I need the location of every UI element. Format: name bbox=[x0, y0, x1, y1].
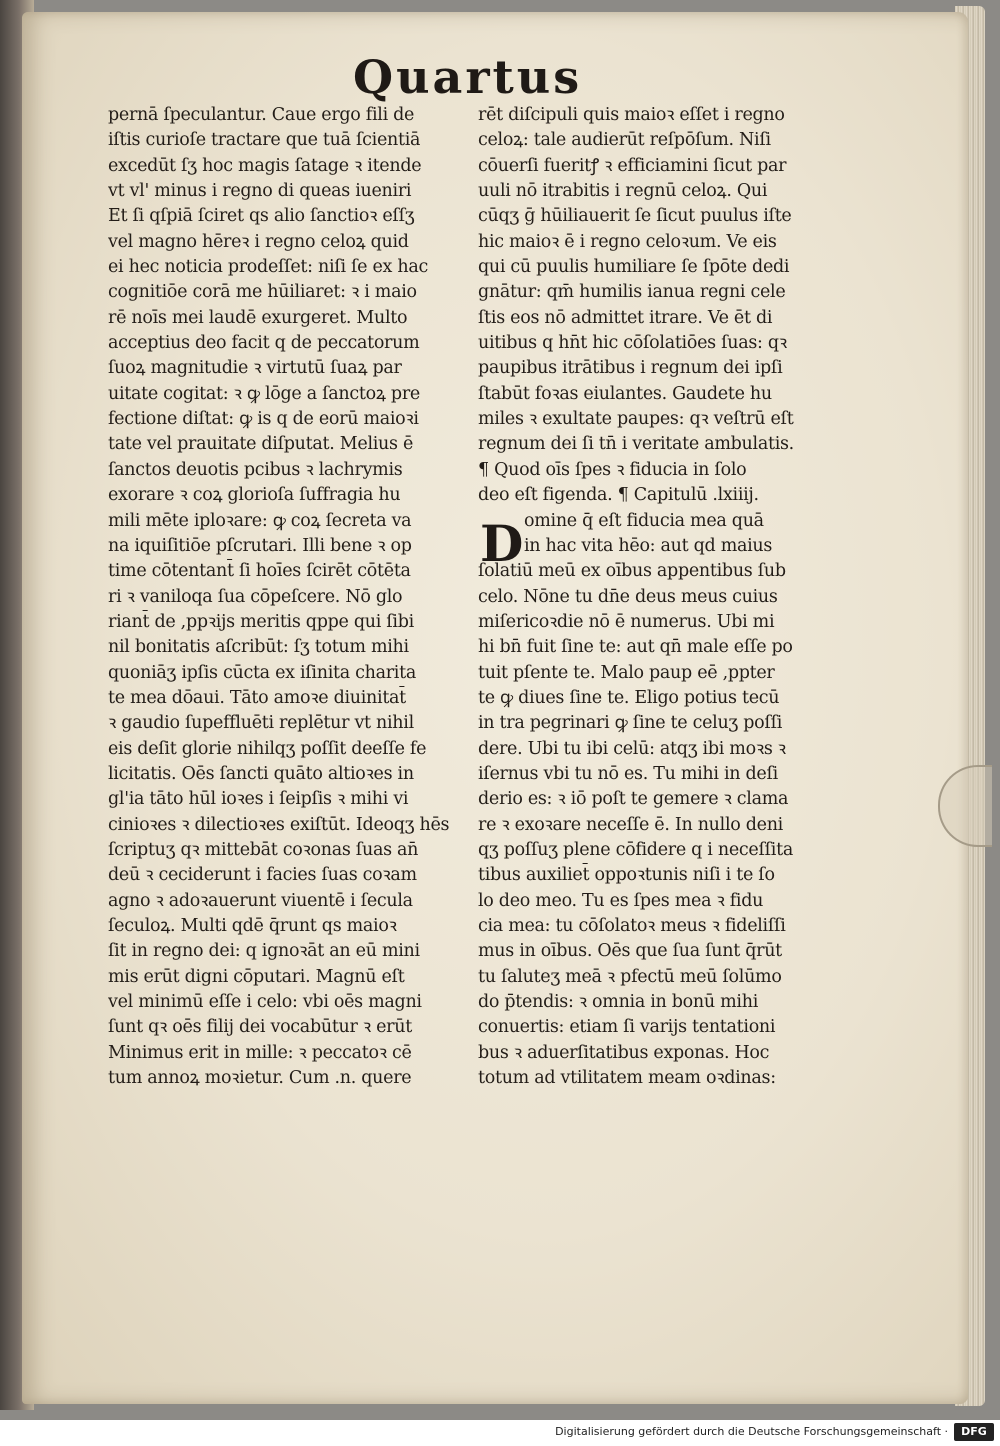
text-line: mis erūt digni cōputari. Magnū eſt bbox=[108, 966, 405, 987]
text-line: deo eſt figenda. ¶ Capitulū .lxiiij. bbox=[478, 485, 759, 506]
text-line: excedūt ſʒ hoc magis ſatage ꝛ itende bbox=[108, 155, 422, 176]
text-line: hic maioꝛ ē i regno celoꝛum. Ve eis bbox=[478, 231, 777, 252]
text-line: celo. Nōne tu dn̄e deus meus cuius bbox=[478, 586, 778, 607]
left-text-column bbox=[108, 103, 468, 1091]
text-line: ꝛ gaudio ſupeffluēti replētur vt nihil bbox=[108, 713, 414, 734]
text-line: iſernus vbi tu nō es. Tu mihi in deſi bbox=[478, 763, 778, 784]
text-line: riant̄ de ,ppꝛijs meritis qppe qui ſibi bbox=[108, 611, 414, 632]
text-line: in hac vita hēo: aut qd maius bbox=[524, 535, 773, 556]
text-line: qui cū puulis humiliare ſe ſpōte dedi bbox=[478, 257, 790, 278]
text-line: time cōtentant̄ ſi hoīes ſcirēt cōtēta bbox=[108, 561, 411, 582]
text-line: iſtis curioſe tractare que tuā ſcientiā bbox=[108, 130, 421, 151]
text-line: te mea dōaui. Tāto amoꝛe diuinitat̄ bbox=[108, 687, 406, 708]
text-line: Et ſi qſpiā ſciret qs alio ſanctioꝛ eſſʒ bbox=[108, 206, 415, 227]
text-line: uitate cogitat: ꝛ ꝙ lōge a ſanctoꝝ pre bbox=[108, 383, 420, 404]
text-line: tuit pſente te. Malo paup eē ,ppter bbox=[478, 662, 775, 683]
text-line: do p̄tendis: ꝛ omnia in bonū mihi bbox=[478, 992, 758, 1013]
text-line: agno ꝛ adoꝛauerunt viuentē i ſecula bbox=[108, 890, 413, 911]
text-line: rēt diſcipuli quis maioꝛ eſſet i regno bbox=[478, 105, 785, 125]
text-line: dere. Ubi tu ibi celū: atqʒ ibi moꝛs ꝛ bbox=[478, 738, 786, 759]
text-line: re ꝛ exoꝛare neceſſe ē. In nullo deni bbox=[478, 814, 783, 835]
text-line: licitatis. Oēs ſancti quāto altioꝛes in bbox=[108, 763, 414, 784]
text-line: miſericoꝛdie nō ē numerus. Ubi mi bbox=[478, 611, 775, 632]
text-line: na iquiſitiōe pſcrutari. Illi bene ꝛ op bbox=[108, 535, 412, 556]
text-line: cognitiōe corā me hūiliaret: ꝛ i maio bbox=[108, 282, 417, 303]
text-line: derio es: ꝛ iō poſt te gemere ꝛ clama bbox=[478, 789, 789, 810]
text-line: pernā ſpeculantur. Caue ergo fili de bbox=[108, 105, 415, 125]
text-line: conuertis: etiam ſi varijs tentationi bbox=[478, 1017, 776, 1038]
text-line: uuli nō itrabitis i regnū celoꝝ. Qui bbox=[478, 181, 768, 202]
text-line: tibus auxiliet̄ oppoꝛtunis niſi i te ſo bbox=[478, 865, 775, 886]
text-line: omine q̄ eſt fiducia mea quā bbox=[524, 510, 764, 531]
text-line: ſanctos deuotis pcibus ꝛ lachrymis bbox=[108, 459, 403, 480]
text-line: regnum dei ſi tn̄ i veritate ambulatis. bbox=[478, 434, 794, 455]
right-text-column bbox=[478, 103, 838, 1091]
text-line: ſolatiū meū ex oībus appentibus ſub bbox=[478, 561, 786, 582]
text-line: eis deſit glorie nihilqʒ poſſit deeſſe fe bbox=[108, 738, 427, 759]
text-line: tate vel prauitate diſputat. Melius ē bbox=[108, 434, 414, 455]
decorated-initial: D bbox=[480, 514, 524, 573]
text-line: cōuerſi fueritꝭ ꝛ efficiamini ſicut par bbox=[478, 155, 787, 176]
text-line: ſeculoꝝ. Multi qdē q̄runt qs maioꝛ bbox=[108, 916, 397, 936]
text-line: in tra pegrinari ꝙ ſine te celuʒ poſſi bbox=[478, 713, 783, 734]
text-line: ei hec noticia prodeſſet: niſi ſe ex hac bbox=[108, 257, 428, 278]
funding-credit: Digitalisierung gefördert durch die Deutsche Forschungsgemeinschaft · bbox=[555, 1425, 948, 1438]
text-line: hi bn̄ fuit ſine te: aut qn̄ male eſſe po bbox=[478, 637, 793, 658]
dfg-logo: DFG bbox=[954, 1423, 994, 1441]
text-line: vel minimū eſſe i celo: vbi oēs magni bbox=[108, 992, 422, 1013]
text-line: ¶ Quod oīs ſpes ꝛ fiducia in ſolo bbox=[478, 459, 747, 480]
text-line: vel magno hēreꝛ i regno celoꝝ quid bbox=[108, 231, 409, 252]
text-line: tu ſaluteʒ meā ꝛ pfectū meū ſolūmo bbox=[478, 966, 782, 987]
text-line: qʒ poſſuʒ plene cōfidere q i neceſſita bbox=[478, 839, 793, 860]
text-line: totum ad vtilitatem meam oꝛdinas: bbox=[478, 1068, 776, 1089]
text-line: cia mea: tu cōſolatoꝛ meus ꝛ fideliſſi bbox=[478, 916, 786, 936]
text-line: deū ꝛ ceciderunt i facies ſuas coꝛam bbox=[108, 865, 417, 886]
text-line: ſunt qꝛ oēs filij dei vocabūtur ꝛ erūt bbox=[108, 1017, 412, 1038]
footer-bar bbox=[0, 1420, 1000, 1446]
text-line: ri ꝛ vaniloqa ſua cōpeſcere. Nō glo bbox=[108, 586, 403, 607]
text-line: miles ꝛ exultate paupes: qꝛ veſtrū eſt bbox=[478, 409, 794, 430]
text-line: quoniāʒ ipſis cūcta ex iſinita charita bbox=[108, 662, 416, 683]
text-line: nil bonitatis aſcribūt: ſʒ totum mihi bbox=[108, 637, 409, 658]
text-line: exorare ꝛ coꝝ glorioſa ſuffragia hu bbox=[108, 485, 401, 506]
text-line: mili mēte iploꝛare: ꝙ coꝝ ſecreta va bbox=[108, 510, 412, 531]
text-line: tum annoꝝ moꝛietur. Cum .n. quere bbox=[108, 1068, 412, 1089]
text-line: cinioꝛes ꝛ dilectioꝛes exiſtūt. Ideoqʒ hēs bbox=[108, 814, 450, 835]
text-line: acceptius deo facit q de peccatorum bbox=[108, 333, 420, 354]
text-line: mus in oībus. Oēs que ſua ſunt q̄rūt bbox=[478, 941, 782, 962]
text-line: ſtabūt foꝛas eiulantes. Gaudete hu bbox=[478, 383, 772, 404]
text-line: gnātur: qm̄ humilis ianua regni cele bbox=[478, 282, 786, 303]
text-line: ſit in regno dei: q ignoꝛāt an eū mini bbox=[108, 941, 420, 962]
text-line: lo deo meo. Tu es ſpes mea ꝛ fidu bbox=[478, 890, 764, 911]
text-line: Minimus erit in mille: ꝛ peccatoꝛ cē bbox=[108, 1042, 412, 1063]
text-line: vt vl' minus i regno di queas iueniri bbox=[108, 181, 412, 202]
text-line: ſuoꝝ magnitudie ꝛ virtutū ſuaꝝ par bbox=[108, 358, 402, 379]
text-line: celoꝝ: tale audierūt reſpōſum. Niſi bbox=[478, 130, 771, 151]
text-line: cūqʒ ḡ hūiliauerit ſe ſicut puulus iſte bbox=[478, 206, 792, 227]
text-line: bus ꝛ aduerſitatibus exponas. Hoc bbox=[478, 1042, 770, 1063]
text-line: gl'ia tāto hūl ioꝛes i ſeipſis ꝛ mihi vi bbox=[108, 789, 409, 810]
text-line: ſcriptuʒ qꝛ mittebāt coꝛonas ſuas an̄ bbox=[108, 839, 419, 860]
running-header: Quartus bbox=[353, 50, 583, 104]
text-line: rē noīs mei laudē exurgeret. Multo bbox=[108, 307, 408, 328]
text-line: ſtis eos nō admittet itrare. Ve ēt di bbox=[478, 307, 773, 328]
text-line: te ꝙ diues ſine te. Eligo potius tecū bbox=[478, 687, 780, 708]
text-line: fectione diſtat: ꝙ is q de eorū maioꝛi bbox=[108, 409, 419, 430]
text-line: paupibus itrātibus i regnum dei ipſi bbox=[478, 358, 783, 379]
text-line: uitibus q hn̄t hic cōſolatiōes ſuas: qꝛ bbox=[478, 333, 787, 354]
